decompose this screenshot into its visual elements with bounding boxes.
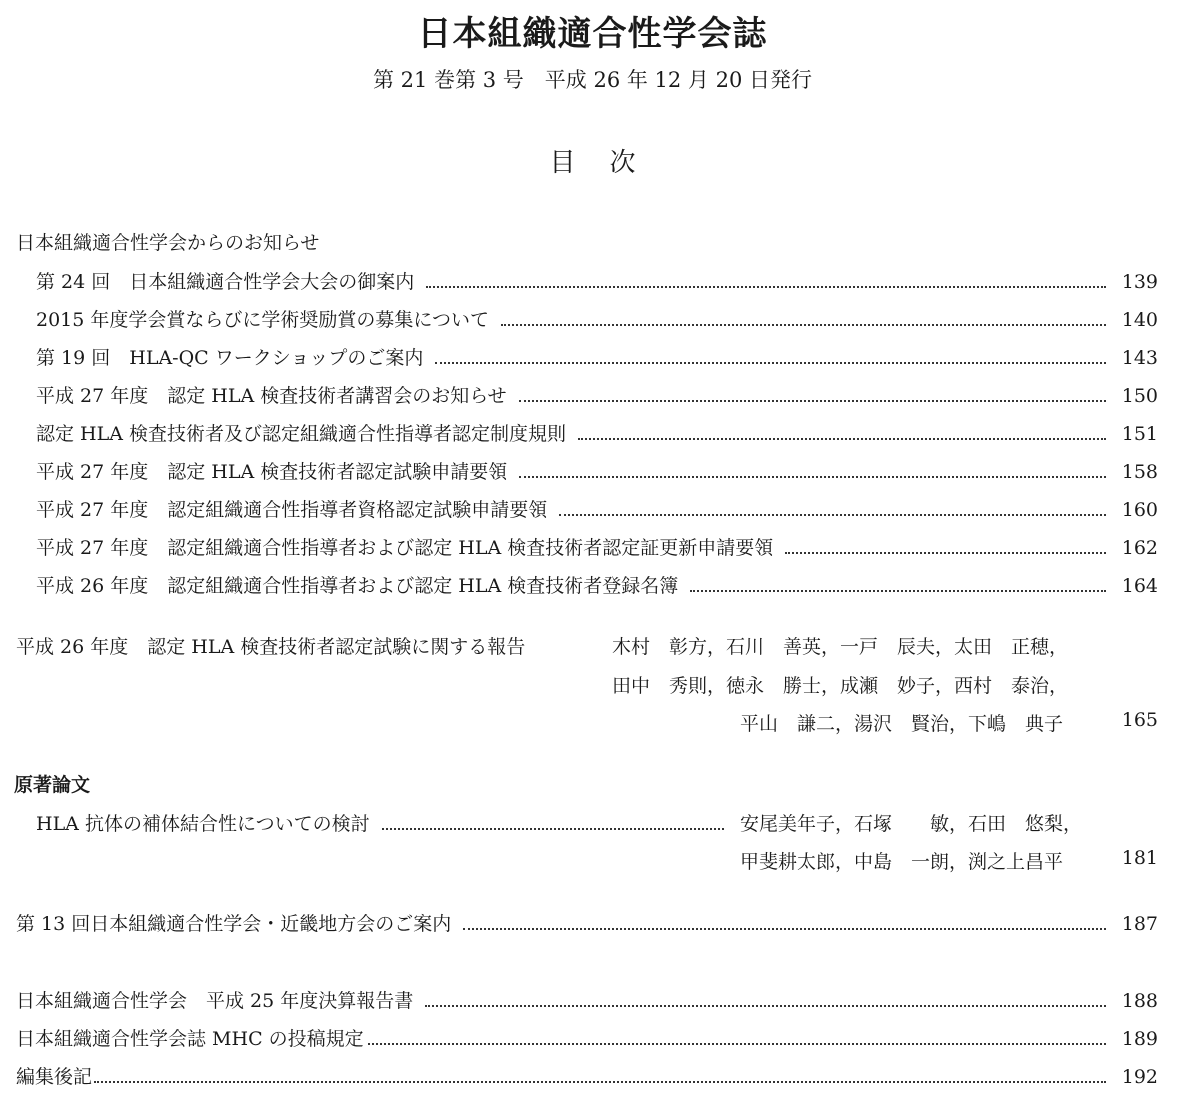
toc-entry[interactable] bbox=[36, 267, 1158, 293]
dot-leader bbox=[578, 438, 1106, 440]
dot-leader bbox=[435, 362, 1106, 364]
toc-entry-title: 日本組織適合性学会 平成 25 年度決算報告書 bbox=[16, 990, 414, 1012]
toc-heading: 目次 bbox=[549, 148, 670, 178]
dot-leader bbox=[368, 1043, 1106, 1045]
report-page: 165 bbox=[1121, 709, 1158, 731]
report-authors: 平山 謙二，湯沢 賢治，下嶋 典子 bbox=[740, 713, 1064, 735]
toc-entry[interactable] bbox=[16, 986, 1158, 1012]
toc-entry-title: 2015 年度学会賞ならびに学術奨励賞の募集について bbox=[36, 309, 490, 331]
dot-leader bbox=[559, 514, 1106, 516]
toc-entry-title: 平成 26 年度 認定組織適合性指導者および認定 HLA 検査技術者登録名簿 bbox=[36, 575, 679, 597]
toc-entry-title: HLA 抗体の補体結合性についての検討 bbox=[36, 813, 370, 835]
toc-entry[interactable] bbox=[16, 1062, 1158, 1088]
dot-leader bbox=[690, 590, 1106, 592]
toc-entry-page: 158 bbox=[1121, 461, 1158, 483]
toc-entry-title: 日本組織適合性学会誌 MHC の投稿規定 bbox=[16, 1028, 364, 1050]
toc-entry[interactable] bbox=[36, 343, 1158, 369]
toc-entry[interactable] bbox=[36, 457, 1158, 483]
toc-entry[interactable] bbox=[36, 809, 724, 835]
toc-entry-page: 187 bbox=[1121, 913, 1158, 935]
toc-entry-page: 151 bbox=[1121, 423, 1158, 445]
article-authors: 安尾美年子，石塚 敏，石田 悠梨， bbox=[740, 813, 1083, 835]
report-authors: 木村 彰方，石川 善英，一戸 辰夫，太田 正穂， bbox=[612, 636, 1069, 658]
toc-entry-title: 平成 27 年度 認定組織適合性指導者および認定 HLA 検査技術者認定証更新申請要領 bbox=[36, 537, 774, 559]
toc-entry[interactable] bbox=[16, 1024, 1158, 1050]
dot-leader bbox=[501, 324, 1106, 326]
dot-leader bbox=[94, 1081, 1106, 1083]
dot-leader bbox=[425, 1005, 1106, 1007]
section-label-notices: 日本組織適合性学会からのお知らせ bbox=[16, 232, 320, 254]
dot-leader bbox=[519, 476, 1106, 478]
report-authors: 田中 秀則，徳永 勝士，成瀬 妙子，西村 泰治， bbox=[612, 675, 1069, 697]
issue-info: 第 21 巻第 3 号 平成 26 年 12 月 20 日発行 bbox=[373, 68, 812, 92]
toc-entry-title: 認定 HLA 検査技術者及び認定組織適合性指導者認定制度規則 bbox=[36, 423, 566, 445]
article-page: 181 bbox=[1121, 847, 1158, 869]
report-title[interactable]: 平成 26 年度 認定 HLA 検査技術者認定試験に関する報告 bbox=[16, 636, 526, 658]
dot-leader bbox=[426, 286, 1106, 288]
toc-entry-page: 164 bbox=[1121, 575, 1158, 597]
dot-leader bbox=[519, 400, 1106, 402]
dot-leader bbox=[382, 828, 724, 830]
toc-entry[interactable] bbox=[36, 533, 1158, 559]
toc-entry-page: 160 bbox=[1121, 499, 1158, 521]
toc-entry[interactable] bbox=[36, 305, 1158, 331]
toc-entry-page: 188 bbox=[1121, 990, 1158, 1012]
article-authors: 甲斐耕太郎，中島 一朗，渕之上昌平 bbox=[740, 851, 1064, 873]
dot-leader bbox=[463, 928, 1106, 930]
toc-entry-title: 第 13 回日本組織適合性学会・近畿地方会のご案内 bbox=[16, 913, 452, 935]
toc-entry[interactable] bbox=[36, 571, 1158, 597]
dot-leader bbox=[785, 552, 1106, 554]
toc-entry[interactable] bbox=[36, 419, 1158, 445]
toc-entry-title: 平成 27 年度 認定 HLA 検査技術者認定試験申請要領 bbox=[36, 461, 508, 483]
toc-entry-page: 150 bbox=[1121, 385, 1158, 407]
toc-entry-title: 第 24 回 日本組織適合性学会大会の御案内 bbox=[36, 271, 415, 293]
section-label-original-articles: 原著論文 bbox=[14, 774, 91, 796]
toc-entry-title: 平成 27 年度 認定組織適合性指導者資格認定試験申請要領 bbox=[36, 499, 548, 521]
toc-entry-page: 140 bbox=[1121, 309, 1158, 331]
toc-entry-title: 編集後記 bbox=[16, 1066, 93, 1088]
toc-entry-page: 189 bbox=[1121, 1028, 1158, 1050]
toc-entry[interactable] bbox=[16, 909, 1158, 935]
toc-entry-page: 139 bbox=[1121, 271, 1158, 293]
toc-entry-page: 192 bbox=[1121, 1066, 1158, 1088]
toc-entry[interactable] bbox=[36, 495, 1158, 521]
toc-entry-title: 第 19 回 HLA-QC ワークショップのご案内 bbox=[36, 347, 424, 369]
toc-entry-page: 162 bbox=[1121, 537, 1158, 559]
journal-title: 日本組織適合性学会誌 bbox=[417, 14, 768, 54]
toc-entry-title: 平成 27 年度 認定 HLA 検査技術者講習会のお知らせ bbox=[36, 385, 507, 407]
toc-entry[interactable] bbox=[36, 381, 1158, 407]
toc-entry-page: 143 bbox=[1121, 347, 1158, 369]
